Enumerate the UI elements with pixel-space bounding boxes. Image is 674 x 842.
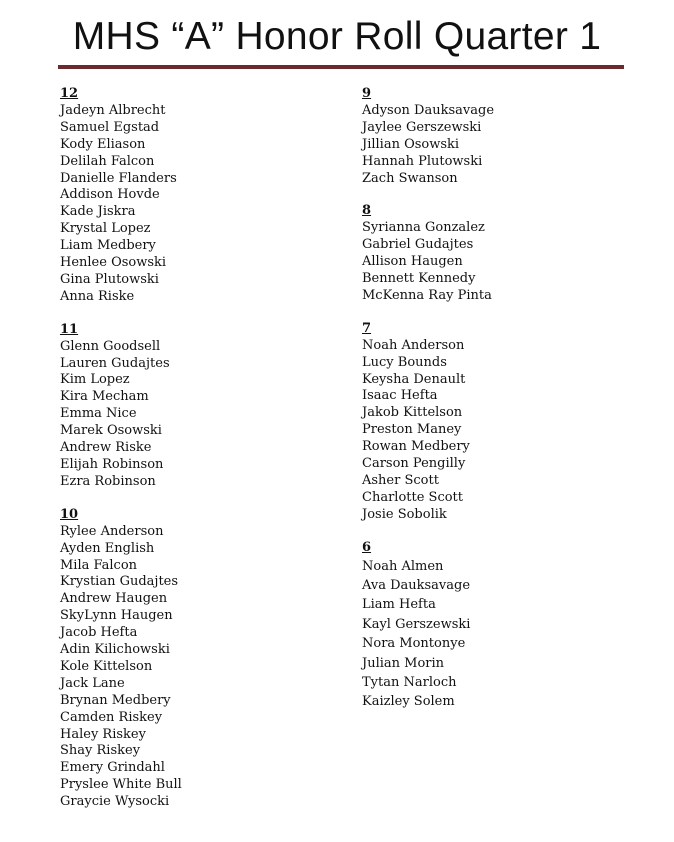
left-column [60,86,320,827]
student-name: Marek Osowski [60,423,162,439]
student-name: Danielle Flanders [60,170,177,186]
student-name: Carson Pengilly [362,456,466,472]
grade-heading: 9 [362,86,372,101]
student-name: Krystian Gudajtes [60,574,179,590]
student-name: Noah Anderson [362,337,465,353]
student-name: Adyson Dauksavage [362,102,495,118]
student-name: Ezra Robinson [60,473,156,489]
student-name: Adin Kilichowski [60,642,170,658]
student-name: Camden Riskey [60,709,163,725]
grade-group-12 [60,86,320,306]
student-name: Graycie Wysocki [60,794,170,810]
grade-group-10 [60,507,320,811]
student-name: Tytan Narloch [362,675,457,691]
student-name: Keysha Denault [362,371,466,387]
grade-group-6 [362,540,632,712]
student-name: Jaylee Gerszewski [362,119,482,135]
student-name: Mila Falcon [60,557,138,573]
student-name: McKenna Ray Pinta [362,287,492,303]
student-name: Liam Medbery [60,238,156,254]
grade-heading: 7 [362,320,372,336]
student-name: Krystal Lopez [60,221,151,237]
student-name: Bennett Kennedy [362,271,476,287]
student-name: Lauren Gudajtes [60,355,170,371]
grade-heading: 6 [362,539,372,555]
student-name: Ava Dauksavage [362,578,471,593]
student-name: Kole Kittelson [60,658,153,674]
student-name: Kody Eliason [60,136,146,152]
grade-group-11 [60,322,320,491]
student-name: Samuel Egstad [60,119,160,135]
title-underline-rule [58,65,624,69]
student-name: Henlee Osowski [60,255,167,271]
student-name: SkyLynn Haugen [60,608,173,624]
student-name: Isaac Hefta [362,388,438,404]
grade-heading: 8 [362,203,372,219]
student-name: Brynan Medbery [60,692,171,708]
student-name: Kade Jiskra [60,204,136,220]
student-name: Rowan Medbery [362,439,470,455]
student-name: Kira Mecham [60,389,149,405]
student-name: Nora Montonye [362,636,466,652]
student-name: Syrianna Gonzalez [362,220,485,236]
grade-heading: 11 [60,321,79,337]
student-name: Shay Riskey [60,743,141,759]
student-name: Gina Plutowski [60,271,159,287]
student-name: Gabriel Gudajtes [362,237,474,253]
grade-group-7 [362,321,632,524]
student-name: Asher Scott [362,472,439,488]
student-name: Elijah Robinson [60,457,164,472]
student-name: Liam Hefta [362,597,436,613]
student-name: Delilah Falcon [60,153,155,169]
student-name: Haley Riskey [60,726,146,742]
student-name: Jacob Hefta [60,625,138,641]
student-name: Addison Hovde [60,187,160,203]
student-name: Kayl Gerszewski [362,616,471,632]
student-name: Jakob Kittelson [362,405,463,421]
student-name: Charlotte Scott [362,489,464,505]
student-name: Glenn Goodsell [60,338,161,354]
student-name: Rylee Anderson [60,523,164,539]
student-name: Preston Maney [362,422,462,438]
page-title: MHS “A” Honor Roll Quarter 1 [72,15,602,58]
student-name: Noah Almen [362,558,444,574]
right-column [362,86,632,728]
student-name: Kaizley Solem [362,694,455,710]
student-name: Emma Nice [60,406,137,422]
grade-group-9 [362,86,632,187]
student-name: Jack Lane [60,675,125,691]
student-name: Zach Swanson [362,170,458,186]
student-name: Hannah Plutowski [362,153,483,169]
student-name: Andrew Riske [60,440,152,456]
student-name: Kim Lopez [60,372,130,388]
student-name: Anna Riske [60,288,135,304]
student-name: Julian Morin [362,655,445,671]
student-name: Ayden English [60,540,155,556]
student-name: Pryslee White Bull [60,777,182,793]
grade-group-8 [362,203,632,304]
student-name: Jadeyn Albrecht [60,102,166,118]
student-name: Lucy Bounds [362,354,447,370]
student-name: Jillian Osowski [362,136,460,152]
grade-heading: 12 [60,86,79,101]
grade-heading: 10 [60,506,79,522]
student-name: Allison Haugen [362,254,463,270]
student-name: Josie Sobolik [362,506,447,522]
student-name: Emery Grindahl [60,760,165,776]
student-name: Andrew Haugen [60,591,168,607]
